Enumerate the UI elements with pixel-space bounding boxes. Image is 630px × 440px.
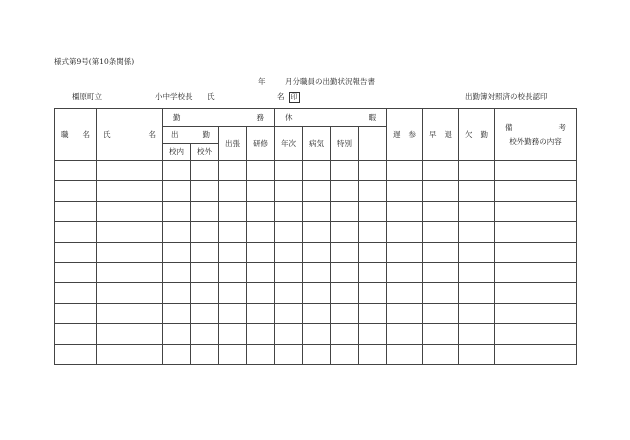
- header-nenji: 年次: [275, 127, 303, 161]
- table-cell[interactable]: [97, 344, 163, 364]
- table-cell[interactable]: [303, 242, 331, 262]
- table-cell[interactable]: [495, 161, 577, 181]
- header-tokubetsu: 特別: [331, 127, 359, 161]
- table-cell[interactable]: [387, 283, 423, 303]
- header-konai: 校内: [163, 144, 191, 161]
- table-cell[interactable]: [459, 201, 495, 221]
- table-cell[interactable]: [303, 161, 331, 181]
- attendance-table: [54, 108, 577, 365]
- table-cell[interactable]: [55, 242, 97, 262]
- table-cell[interactable]: [423, 262, 459, 282]
- table-cell[interactable]: [275, 201, 303, 221]
- table-cell[interactable]: [495, 283, 577, 303]
- table-cell[interactable]: [247, 283, 275, 303]
- name-label-group: [277, 92, 300, 103]
- table-cell[interactable]: [331, 283, 359, 303]
- header-kyuka: 休 暇: [275, 109, 387, 127]
- table-row: [55, 262, 577, 282]
- table-cell[interactable]: [97, 161, 163, 181]
- header-kinmu: 勤 務: [163, 109, 275, 127]
- table-cell[interactable]: [191, 181, 219, 201]
- table-cell[interactable]: [275, 242, 303, 262]
- table-cell[interactable]: [247, 242, 275, 262]
- table-row: [55, 344, 577, 364]
- table-cell[interactable]: [275, 303, 303, 323]
- header-kogai: 校外: [191, 144, 219, 161]
- table-cell[interactable]: [331, 181, 359, 201]
- table-cell[interactable]: [303, 262, 331, 282]
- table-cell[interactable]: [387, 222, 423, 242]
- table-cell[interactable]: [247, 222, 275, 242]
- table-cell[interactable]: [387, 344, 423, 364]
- document-title: 月分職員の出勤状況報告書: [285, 77, 375, 86]
- table-cell[interactable]: [97, 262, 163, 282]
- table-row: [55, 161, 577, 181]
- table-cell[interactable]: [219, 303, 247, 323]
- table-cell[interactable]: [55, 324, 97, 344]
- table-cell[interactable]: [459, 181, 495, 201]
- table-cell[interactable]: [459, 222, 495, 242]
- form-number: 様式第9号(第10条関係): [54, 57, 135, 66]
- table-cell[interactable]: [387, 201, 423, 221]
- table-cell[interactable]: [191, 344, 219, 364]
- table-cell[interactable]: [55, 283, 97, 303]
- table-cell[interactable]: [163, 283, 191, 303]
- table-cell[interactable]: [331, 344, 359, 364]
- table-cell[interactable]: [387, 324, 423, 344]
- table-cell[interactable]: [423, 181, 459, 201]
- table-cell[interactable]: [275, 181, 303, 201]
- table-cell[interactable]: [359, 222, 387, 242]
- table-cell[interactable]: [55, 303, 97, 323]
- table-cell[interactable]: [97, 303, 163, 323]
- table-cell[interactable]: [359, 181, 387, 201]
- table-cell[interactable]: [275, 283, 303, 303]
- table-cell[interactable]: [303, 181, 331, 201]
- header-kekkin: 欠 勤: [459, 109, 495, 161]
- table-cell[interactable]: [163, 242, 191, 262]
- header-shukkin: 出 勤: [163, 127, 219, 144]
- table-cell[interactable]: [359, 324, 387, 344]
- approval-label: 出勤簿対照済の校長認印: [465, 92, 548, 101]
- table-cell[interactable]: [495, 242, 577, 262]
- table-cell[interactable]: [191, 161, 219, 181]
- table-cell[interactable]: [55, 161, 97, 181]
- table-cell[interactable]: [459, 242, 495, 262]
- table-cell[interactable]: [303, 303, 331, 323]
- table-cell[interactable]: [55, 201, 97, 221]
- table-row: [55, 222, 577, 242]
- table-cell[interactable]: [247, 161, 275, 181]
- table-row: [55, 303, 577, 323]
- table-cell[interactable]: [387, 161, 423, 181]
- table-cell[interactable]: [247, 303, 275, 323]
- table-cell[interactable]: [97, 283, 163, 303]
- table-cell[interactable]: [495, 324, 577, 344]
- table-cell[interactable]: [303, 324, 331, 344]
- table-cell[interactable]: [219, 161, 247, 181]
- table-cell[interactable]: [191, 242, 219, 262]
- header-shucho: 出張: [219, 127, 247, 161]
- table-cell[interactable]: [219, 262, 247, 282]
- table-cell[interactable]: [387, 262, 423, 282]
- table-cell[interactable]: [163, 181, 191, 201]
- table-cell[interactable]: [359, 262, 387, 282]
- table-cell[interactable]: [303, 344, 331, 364]
- table-cell[interactable]: [331, 242, 359, 262]
- header-byoki: 病気: [303, 127, 331, 161]
- header-shokumei: 職 名: [55, 109, 97, 161]
- table-cell[interactable]: [247, 201, 275, 221]
- table-cell[interactable]: [459, 262, 495, 282]
- table-cell[interactable]: [359, 242, 387, 262]
- table-cell[interactable]: [423, 283, 459, 303]
- table-cell[interactable]: [163, 344, 191, 364]
- table-cell[interactable]: [163, 262, 191, 282]
- table-cell[interactable]: [275, 161, 303, 181]
- table-cell[interactable]: [359, 344, 387, 364]
- table-cell[interactable]: [459, 324, 495, 344]
- name-label: 名: [277, 92, 285, 101]
- header-kyuka-blank: [359, 127, 387, 161]
- table-cell[interactable]: [359, 201, 387, 221]
- table-cell[interactable]: [331, 161, 359, 181]
- table-cell[interactable]: [495, 181, 577, 201]
- table-cell[interactable]: [219, 344, 247, 364]
- table-cell[interactable]: [387, 242, 423, 262]
- table-cell[interactable]: [219, 283, 247, 303]
- table-cell[interactable]: [191, 303, 219, 323]
- table-cell[interactable]: [331, 262, 359, 282]
- table-cell[interactable]: [495, 262, 577, 282]
- table-cell[interactable]: [55, 222, 97, 242]
- table-cell[interactable]: [459, 344, 495, 364]
- table-cell[interactable]: [423, 344, 459, 364]
- table-cell[interactable]: [423, 303, 459, 323]
- table-cell[interactable]: [459, 283, 495, 303]
- table-cell[interactable]: [163, 201, 191, 221]
- table-cell[interactable]: [387, 303, 423, 323]
- table-cell[interactable]: [247, 344, 275, 364]
- town-label: 橿原町立: [72, 92, 102, 101]
- table-cell[interactable]: [303, 222, 331, 242]
- table-cell[interactable]: [275, 222, 303, 242]
- table-cell[interactable]: [163, 324, 191, 344]
- table-cell[interactable]: [303, 283, 331, 303]
- table-cell[interactable]: [219, 181, 247, 201]
- table-cell[interactable]: [219, 222, 247, 242]
- header-shimei: 氏 名: [97, 109, 163, 161]
- table-cell[interactable]: [423, 201, 459, 221]
- table-cell[interactable]: [495, 344, 577, 364]
- header-biko: 備 考 校外勤務の内容: [495, 109, 577, 161]
- school-label: 小中学校長: [155, 92, 193, 101]
- table-cell[interactable]: [247, 262, 275, 282]
- table-cell[interactable]: [331, 324, 359, 344]
- table-cell[interactable]: [163, 161, 191, 181]
- table-cell[interactable]: [219, 324, 247, 344]
- table-cell[interactable]: [387, 181, 423, 201]
- table-cell[interactable]: [359, 283, 387, 303]
- table-cell[interactable]: [163, 222, 191, 242]
- table-cell[interactable]: [55, 344, 97, 364]
- header-chikoku: 遅 参: [387, 109, 423, 161]
- table-cell[interactable]: [55, 262, 97, 282]
- table-cell[interactable]: [247, 181, 275, 201]
- table-cell[interactable]: [359, 161, 387, 181]
- table-cell[interactable]: [163, 303, 191, 323]
- table-cell[interactable]: [423, 242, 459, 262]
- table-cell[interactable]: [97, 324, 163, 344]
- table-cell[interactable]: [191, 324, 219, 344]
- table-cell[interactable]: [191, 262, 219, 282]
- table-row: [55, 181, 577, 201]
- table-cell[interactable]: [97, 201, 163, 221]
- table-cell[interactable]: [495, 201, 577, 221]
- table-cell[interactable]: [97, 181, 163, 201]
- biko-subtitle: 校外勤務の内容: [509, 136, 562, 146]
- table-cell[interactable]: [331, 303, 359, 323]
- header-soutai: 早 退: [423, 109, 459, 161]
- table-cell[interactable]: [247, 324, 275, 344]
- table-cell[interactable]: [331, 222, 359, 242]
- table-cell[interactable]: [359, 303, 387, 323]
- table-cell[interactable]: [459, 161, 495, 181]
- uji-label: 氏: [207, 92, 215, 101]
- table-cell[interactable]: [191, 283, 219, 303]
- seal-mark: 印: [290, 93, 298, 101]
- table-cell[interactable]: [459, 303, 495, 323]
- table-cell[interactable]: [423, 324, 459, 344]
- table-cell[interactable]: [191, 222, 219, 242]
- table-cell[interactable]: [275, 344, 303, 364]
- table-cell[interactable]: [219, 242, 247, 262]
- table-row: [55, 242, 577, 262]
- table-cell[interactable]: [495, 303, 577, 323]
- table-cell[interactable]: [303, 201, 331, 221]
- table-row: [55, 201, 577, 221]
- table-row: [55, 324, 577, 344]
- table-cell[interactable]: [219, 201, 247, 221]
- table-cell[interactable]: [191, 201, 219, 221]
- table-cell[interactable]: [275, 324, 303, 344]
- table-row: [55, 283, 577, 303]
- table-cell[interactable]: [275, 262, 303, 282]
- table-cell[interactable]: [423, 222, 459, 242]
- table-cell[interactable]: [331, 201, 359, 221]
- table-cell[interactable]: [423, 161, 459, 181]
- table-cell[interactable]: [97, 222, 163, 242]
- title-year: 年: [258, 77, 266, 86]
- header-kenshu: 研修: [247, 127, 275, 161]
- table-cell[interactable]: [97, 242, 163, 262]
- table-cell[interactable]: [55, 181, 97, 201]
- table-body: [55, 161, 577, 365]
- table-cell[interactable]: [495, 222, 577, 242]
